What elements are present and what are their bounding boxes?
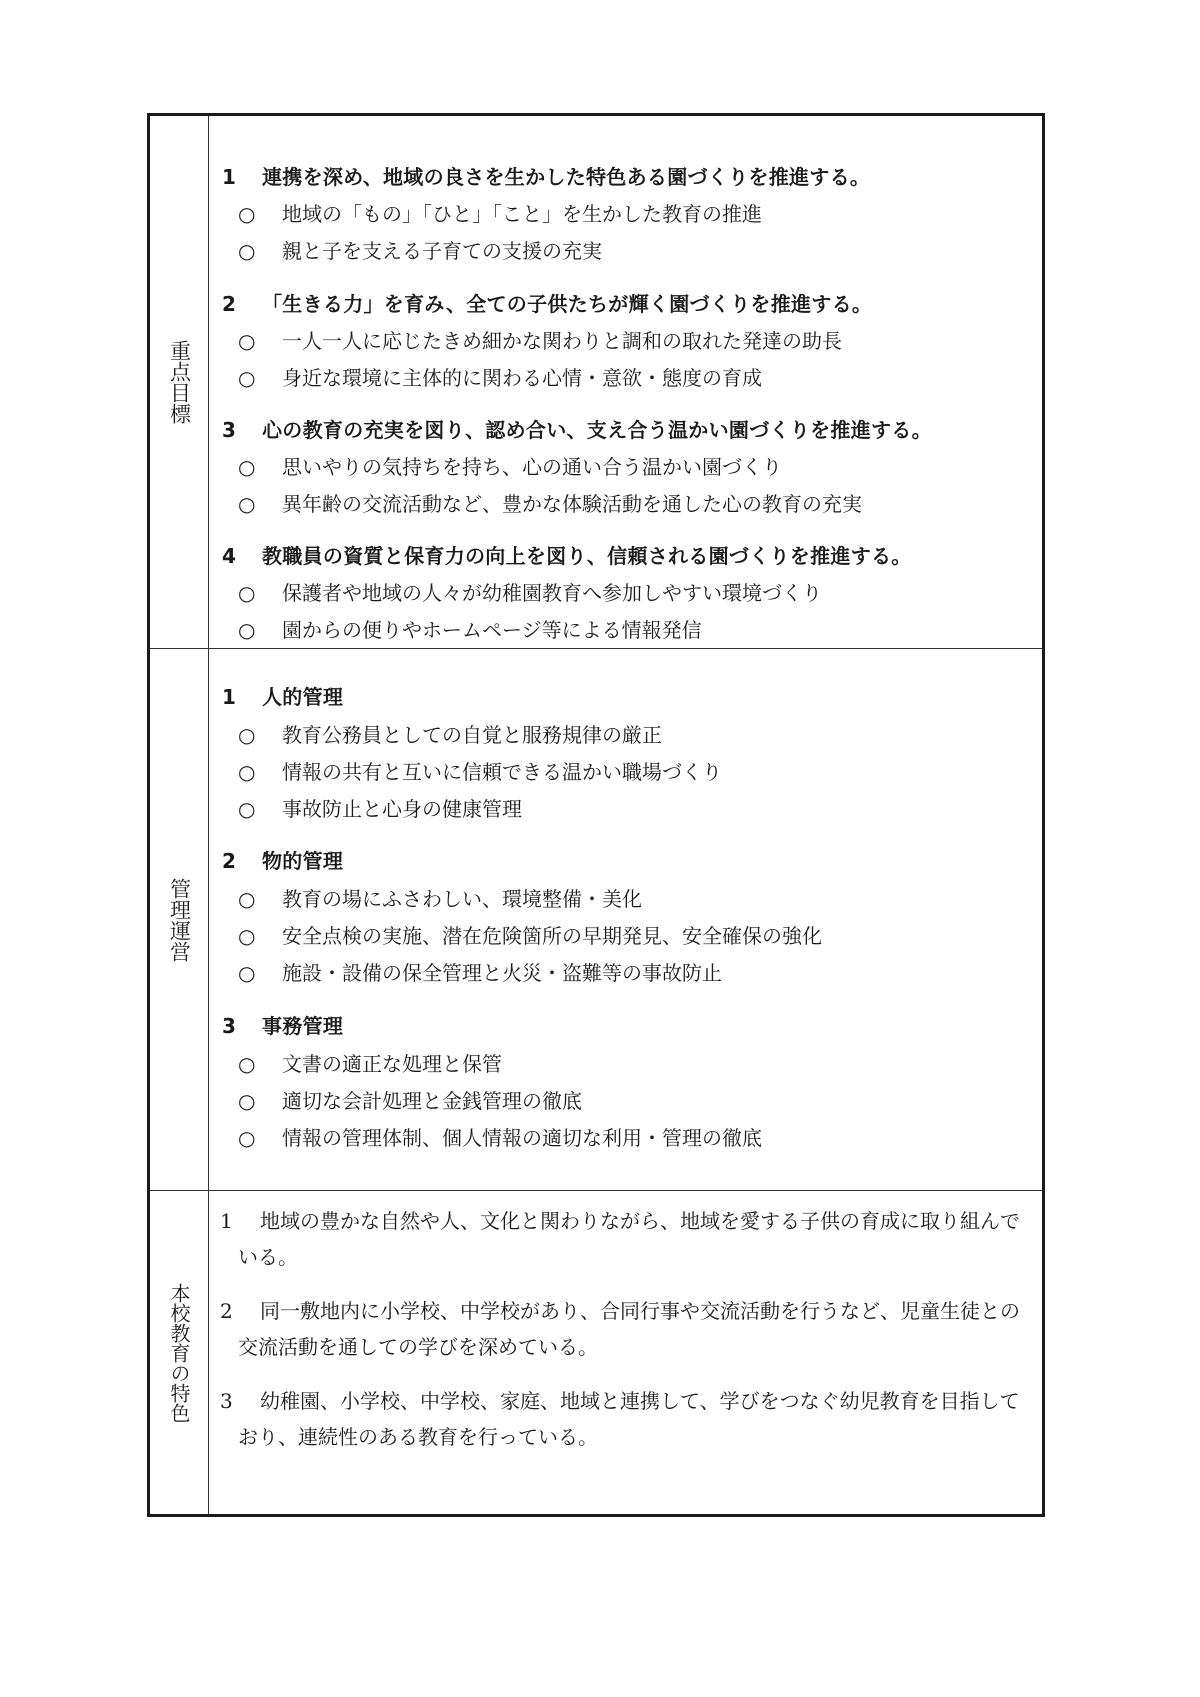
management-item: ○ 事故防止と心身の健康管理 [238,797,522,821]
management-item: ○ 適切な会計処理と金銭管理の徹底 [238,1089,582,1113]
management-item: ○ 教育公務員としての自覚と服務規律の厳正 [238,723,662,747]
goal-heading: 2 「生きる力」を育み、全ての子供たちが輝く園づくりを推進する。 [222,292,873,316]
goal-heading: 1 連携を深め、地域の良さを生かした特色ある園づくりを推進する。 [222,165,871,189]
section-label: 重点目標 [167,340,192,424]
section-management [150,648,1042,1191]
management-item: ○ 安全点検の実施、潜在危険箇所の早期発見、安全確保の強化 [238,924,822,948]
goal-item: ○ 異年齢の交流活動など、豊かな体験活動を通した心の教育の充実 [238,492,862,516]
management-heading: 1 人的管理 [222,685,344,709]
section-content [222,649,1034,1191]
goal-heading: 3 心の教育の充実を図り、認め合い、支え合う温かい園づくりを推進する。 [222,418,932,442]
goal-item: ○ 思いやりの気持ちを持ち、心の通い合う温かい園づくり [238,455,782,479]
management-item: ○ 情報の共有と互いに信頼できる温かい職場づくり [238,760,722,784]
section-label: 管理運営 [167,878,192,962]
section-label: 本校教育の特色 [167,1282,191,1423]
goal-item: ○ 一人一人に応じたきめ細かな関わりと調和の取れた発達の助長 [238,329,842,353]
section-priority-goals [150,116,1042,648]
goal-item: ○ 身近な環境に主体的に関わる心情・意欲・態度の育成 [238,366,762,390]
section-label-cell [150,116,209,648]
section-content [222,116,1034,648]
goal-heading: 4 教職員の資質と保育力の向上を図り、信頼される園づくりを推進する。 [222,544,912,568]
management-item: ○ 教育の場にふさわしい、環境整備・美化 [238,887,642,911]
goal-item: ○ 保護者や地域の人々が幼稚園教育へ参加しやすい環境づくり [238,581,822,605]
section-label-cell [150,1191,209,1514]
feature-paragraph: 1 地域の豊かな自然や人、文化と関わりながら、地域を愛する子供の育成に取り組んでいる。 [220,1209,1020,1269]
management-item: ○ 施設・設備の保全管理と火災・盗難等の事故防止 [238,961,722,985]
feature-paragraph: 3 幼稚園、小学校、中学校、家庭、地域と連携して、学びをつなぐ幼児教育を目指しており、連続性のある教育を行っている。 [220,1389,1020,1449]
management-item: ○ 文書の適正な処理と保管 [238,1052,502,1076]
management-heading: 3 事務管理 [222,1014,344,1038]
goal-item: ○ 親と子を支える子育ての支援の充実 [238,239,602,263]
goal-item: ○ 園からの便りやホームページ等による情報発信 [238,618,702,642]
management-heading: 2 物的管理 [222,849,344,873]
section-content [220,1191,1034,1514]
section-features [150,1190,1042,1514]
section-label-cell [150,649,209,1191]
feature-paragraph: 2 同一敷地内に小学校、中学校があり、合同行事や交流活動を行うなど、児童生徒との交流活動を通しての学びを深めている。 [220,1299,1020,1359]
goal-item: ○ 地域の「もの」「ひと」「こと」を生かした教育の推進 [238,202,762,226]
management-item: ○ 情報の管理体制、個人情報の適切な利用・管理の徹底 [238,1126,762,1150]
plan-table [147,113,1045,1517]
